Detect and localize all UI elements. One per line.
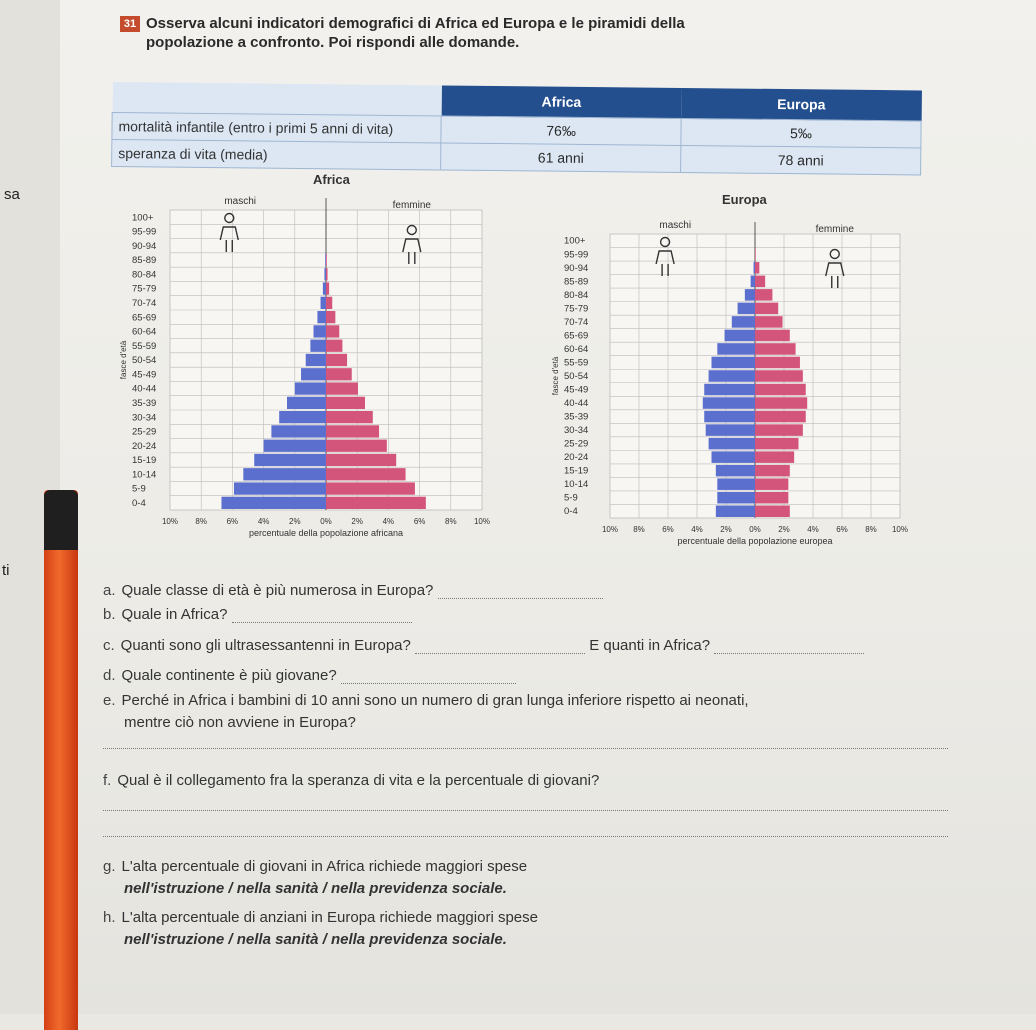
answer-field-b[interactable] xyxy=(232,621,412,623)
europa-age-label: 5-9 xyxy=(564,492,578,504)
europa-bar-femmine xyxy=(755,424,803,436)
europa-age-label: 0-4 xyxy=(564,506,578,518)
africa-bar-maschi xyxy=(321,297,326,309)
africa-bar-maschi xyxy=(254,454,326,466)
africa-legend-maschi: maschi xyxy=(224,196,257,207)
europa-age-label: 50-54 xyxy=(564,370,589,382)
africa-bar-femmine xyxy=(326,368,352,380)
question-text: Quanti sono gli ultrasessantenni in Europa? xyxy=(120,637,411,654)
europa-age-label: 55-59 xyxy=(564,357,589,369)
africa-age-label: 75-79 xyxy=(132,283,157,295)
europa-x-tick: 4% xyxy=(807,525,819,534)
africa-bar-maschi xyxy=(301,368,326,380)
europa-age-label: 35-39 xyxy=(564,411,589,423)
answer-line-f1[interactable] xyxy=(103,810,948,811)
question-text: Quale in Africa? xyxy=(121,606,228,623)
pencil xyxy=(44,490,78,1030)
europa-age-label: 90-94 xyxy=(564,262,589,274)
europa-age-label: 25-29 xyxy=(564,438,589,450)
africa-bar-maschi xyxy=(264,440,326,452)
africa-age-label: 80-84 xyxy=(132,269,157,281)
europa-bar-femmine xyxy=(755,262,759,274)
europa-bar-maschi xyxy=(717,478,755,490)
europa-bar-femmine xyxy=(755,478,788,490)
africa-age-label: 25-29 xyxy=(132,426,157,438)
europa-pyramid-title: Europa xyxy=(722,192,767,207)
europa-bar-femmine xyxy=(755,276,765,288)
africa-x-tick: 8% xyxy=(195,517,207,526)
europa-bar-maschi xyxy=(732,316,755,328)
africa-bar-maschi xyxy=(306,354,326,366)
europa-bar-femmine xyxy=(755,289,772,301)
europa-x-tick: 8% xyxy=(633,525,645,534)
africa-pyramid-chart xyxy=(98,192,498,550)
europa-bar-maschi xyxy=(716,465,755,477)
europa-age-label: 30-34 xyxy=(564,425,589,437)
africa-bar-maschi xyxy=(221,497,326,509)
africa-bar-maschi xyxy=(314,325,326,337)
africa-bar-maschi xyxy=(310,340,326,352)
europa-x-tick: 10% xyxy=(891,525,909,534)
europa-bar-maschi xyxy=(717,343,755,355)
africa-x-tick: 0% xyxy=(320,517,332,526)
europa-bar-femmine xyxy=(755,451,794,463)
answer-field-a[interactable] xyxy=(438,597,603,599)
europa-bar-femmine xyxy=(755,343,796,355)
europa-age-label: 20-24 xyxy=(564,452,589,464)
europa-x-tick: 2% xyxy=(720,525,732,534)
africa-x-tick: 6% xyxy=(413,517,426,526)
africa-bar-femmine xyxy=(326,254,327,266)
europa-age-label: 10-14 xyxy=(564,479,589,491)
africa-bar-maschi xyxy=(323,282,326,294)
margin-word-1: sa xyxy=(4,186,20,203)
africa-x-tick: 6% xyxy=(226,517,239,526)
africa-bar-femmine xyxy=(326,425,379,437)
europa-bar-maschi xyxy=(745,289,755,301)
europa-age-label: 65-69 xyxy=(564,330,589,342)
africa-x-tick: 10% xyxy=(473,517,491,526)
europa-pyramid-chart xyxy=(530,212,930,552)
question-letter: h. xyxy=(103,909,116,926)
europa-age-label: 80-84 xyxy=(564,289,589,301)
africa-age-label: 45-49 xyxy=(132,369,157,381)
africa-y-label: fasce d'età xyxy=(119,340,128,380)
europa-bar-maschi xyxy=(704,384,755,396)
europa-x-label: percentuale della popolazione europea xyxy=(677,536,833,546)
pencil-cap xyxy=(44,490,78,550)
africa-bar-femmine xyxy=(326,454,396,466)
exercise-title: Osserva alcuni indicatori demografici di Africa ed Europa e le piramidi della popolazione a confronto. Poi rispondi alle domande. xyxy=(146,15,685,51)
question-text: Quale continente è più giovane? xyxy=(121,667,337,684)
europa-bar-femmine xyxy=(755,357,800,369)
africa-bar-femmine xyxy=(326,354,347,366)
question-text: L'alta percentuale di giovani in Africa richiede maggiori spese xyxy=(121,858,528,875)
europa-bar-femmine xyxy=(755,492,788,504)
row-value-europa-life: 78 anni xyxy=(681,145,921,175)
africa-age-label: 55-59 xyxy=(132,340,157,352)
table-header-empty xyxy=(112,82,441,116)
africa-age-label: 5-9 xyxy=(132,483,146,495)
europa-age-label: 40-44 xyxy=(564,398,589,410)
africa-bar-maschi xyxy=(234,482,326,494)
question-letter: c. xyxy=(103,637,115,654)
row-label-mortality: mortalità infantile (entro i primi 5 anni di vita) xyxy=(112,113,441,143)
question-text: Perché in Africa i bambini di 10 anni sono un numero di gran lunga inferiore rispetto ai neonati, xyxy=(121,692,749,709)
europa-bar-maschi xyxy=(712,451,756,463)
europa-age-label: 95-99 xyxy=(564,249,589,261)
question-e-cont: mentre ciò non avviene in Europa? xyxy=(124,714,356,731)
africa-bar-femmine xyxy=(326,397,365,409)
exercise-number: 31 xyxy=(120,16,140,32)
europa-bar-femmine xyxy=(755,370,803,382)
africa-age-label: 50-54 xyxy=(132,355,157,367)
europa-bar-maschi xyxy=(709,438,755,450)
europa-bar-maschi xyxy=(706,424,755,436)
question-letter: g. xyxy=(103,858,116,875)
answer-field-d[interactable] xyxy=(341,682,516,684)
europa-bar-femmine xyxy=(755,465,790,477)
africa-bar-maschi xyxy=(325,254,326,266)
europa-x-tick: 4% xyxy=(691,525,703,534)
europa-bar-femmine xyxy=(755,316,783,328)
africa-bar-maschi xyxy=(295,382,326,394)
africa-pyramid-title: Africa xyxy=(313,172,350,187)
question-a xyxy=(103,582,603,599)
europa-age-label: 15-19 xyxy=(564,465,589,477)
europa-age-label: 45-49 xyxy=(564,384,589,396)
europa-legend-femmine: femmine xyxy=(815,224,854,235)
africa-x-tick: 4% xyxy=(382,517,395,526)
africa-bar-femmine xyxy=(326,325,339,337)
margin-word-2: ti xyxy=(2,562,10,579)
question-f xyxy=(103,772,599,789)
europa-y-label: fasce d'età xyxy=(551,356,560,396)
question-h-options[interactable]: nell'istruzione / nella sanità / nella previdenza sociale. xyxy=(124,931,507,948)
africa-x-tick: 8% xyxy=(445,517,457,526)
africa-age-label: 30-34 xyxy=(132,412,157,424)
africa-bar-maschi xyxy=(317,311,326,323)
europa-bar-femmine xyxy=(755,411,806,423)
africa-legend-femmine: femmine xyxy=(392,200,431,211)
answer-line-f2[interactable] xyxy=(103,836,948,837)
africa-bar-femmine xyxy=(326,268,328,280)
africa-bar-femmine xyxy=(326,282,329,294)
africa-bar-femmine xyxy=(326,440,387,452)
africa-bar-maschi xyxy=(271,425,326,437)
europa-bar-maschi xyxy=(712,357,756,369)
europa-bar-femmine xyxy=(755,303,778,315)
africa-bar-femmine xyxy=(326,382,358,394)
europa-age-label: 60-64 xyxy=(564,343,589,355)
africa-bar-femmine xyxy=(326,411,373,423)
question-c xyxy=(103,637,864,654)
question-d xyxy=(103,667,516,684)
question-letter: f. xyxy=(103,772,112,789)
row-value-africa-mortality: 76‰ xyxy=(441,116,681,146)
row-label-life-expectancy: speranza di vita (media) xyxy=(112,140,441,170)
europa-bar-femmine xyxy=(755,384,806,396)
africa-age-label: 70-74 xyxy=(132,298,157,309)
question-letter: a. xyxy=(103,582,116,599)
africa-bar-maschi xyxy=(287,397,326,409)
africa-age-label: 100+ xyxy=(132,212,154,224)
africa-bar-femmine xyxy=(326,297,332,309)
africa-x-label: percentuale della popolazione africana xyxy=(248,528,404,538)
europa-age-label: 70-74 xyxy=(564,316,589,328)
africa-age-label: 65-69 xyxy=(132,312,157,324)
question-letter: e. xyxy=(103,692,116,709)
africa-bar-femmine xyxy=(326,340,342,352)
answer-field-c2[interactable] xyxy=(714,652,864,654)
africa-x-tick: 2% xyxy=(351,517,363,526)
africa-bar-maschi xyxy=(324,268,326,280)
europa-bar-femmine xyxy=(755,397,807,409)
europa-x-tick: 6% xyxy=(662,525,674,534)
europa-bar-femmine xyxy=(755,330,790,342)
europa-age-label: 85-89 xyxy=(564,276,589,288)
africa-age-label: 85-89 xyxy=(132,255,157,267)
europa-bar-maschi xyxy=(754,262,755,274)
table-header-europa: Europa xyxy=(681,88,921,121)
europa-bar-maschi xyxy=(716,505,755,517)
question-e xyxy=(103,692,749,709)
europa-bar-maschi xyxy=(717,492,755,504)
indicators-table xyxy=(111,82,922,175)
question-h xyxy=(103,909,538,926)
question-text: L'alta percentuale di anziani in Europa richiede maggiori spese xyxy=(121,909,538,926)
africa-bar-femmine xyxy=(326,311,335,323)
row-value-africa-life: 61 anni xyxy=(441,143,681,173)
question-g xyxy=(103,858,527,875)
africa-age-label: 35-39 xyxy=(132,398,157,409)
europa-bar-maschi xyxy=(725,330,755,342)
africa-age-label: 10-14 xyxy=(132,469,157,481)
africa-x-tick: 4% xyxy=(257,517,270,526)
europa-bar-maschi xyxy=(738,303,755,315)
question-text-2: E quanti in Africa? xyxy=(589,637,711,654)
europa-age-label: 75-79 xyxy=(564,303,589,315)
europa-legend-maschi: maschi xyxy=(659,220,692,231)
europa-bar-femmine xyxy=(755,249,756,261)
africa-bar-femmine xyxy=(326,468,406,480)
africa-age-label: 90-94 xyxy=(132,240,157,252)
africa-bar-maschi xyxy=(279,411,326,423)
europa-bar-maschi xyxy=(704,411,755,423)
africa-x-tick: 10% xyxy=(161,517,179,526)
row-value-europa-mortality: 5‰ xyxy=(681,118,921,148)
question-b xyxy=(103,606,412,623)
question-text: Qual è il collegamento fra la speranza di vita e la percentuale di giovani? xyxy=(117,772,600,789)
europa-bar-femmine xyxy=(755,505,790,517)
europa-x-tick: 6% xyxy=(836,525,848,534)
question-text: Quale classe di età è più numerosa in Europa? xyxy=(121,582,434,599)
africa-bar-maschi xyxy=(243,468,326,480)
africa-age-label: 95-99 xyxy=(132,226,157,238)
europa-x-tick: 10% xyxy=(601,525,619,534)
africa-age-label: 0-4 xyxy=(132,498,146,509)
africa-bar-femmine xyxy=(326,497,426,509)
europa-x-tick: 2% xyxy=(778,525,790,534)
africa-age-label: 15-19 xyxy=(132,455,157,467)
europa-age-label: 100+ xyxy=(564,235,586,247)
answer-line-e[interactable] xyxy=(103,748,948,749)
question-g-options[interactable]: nell'istruzione / nella sanità / nella previdenza sociale. xyxy=(124,880,507,897)
africa-bar-femmine xyxy=(326,482,415,494)
answer-field-c1[interactable] xyxy=(415,652,585,654)
africa-x-tick: 2% xyxy=(289,517,301,526)
europa-x-tick: 8% xyxy=(865,525,877,534)
question-letter: d. xyxy=(103,667,116,684)
europa-bar-maschi xyxy=(709,370,755,382)
africa-age-label: 60-64 xyxy=(132,326,157,338)
europa-x-tick: 0% xyxy=(749,525,761,534)
table-header-africa: Africa xyxy=(441,85,681,118)
europa-bar-maschi xyxy=(703,397,755,409)
africa-age-label: 40-44 xyxy=(132,383,157,395)
africa-age-label: 20-24 xyxy=(132,440,157,452)
europa-bar-maschi xyxy=(751,276,755,288)
question-letter: b. xyxy=(103,606,116,623)
europa-bar-femmine xyxy=(755,438,799,450)
